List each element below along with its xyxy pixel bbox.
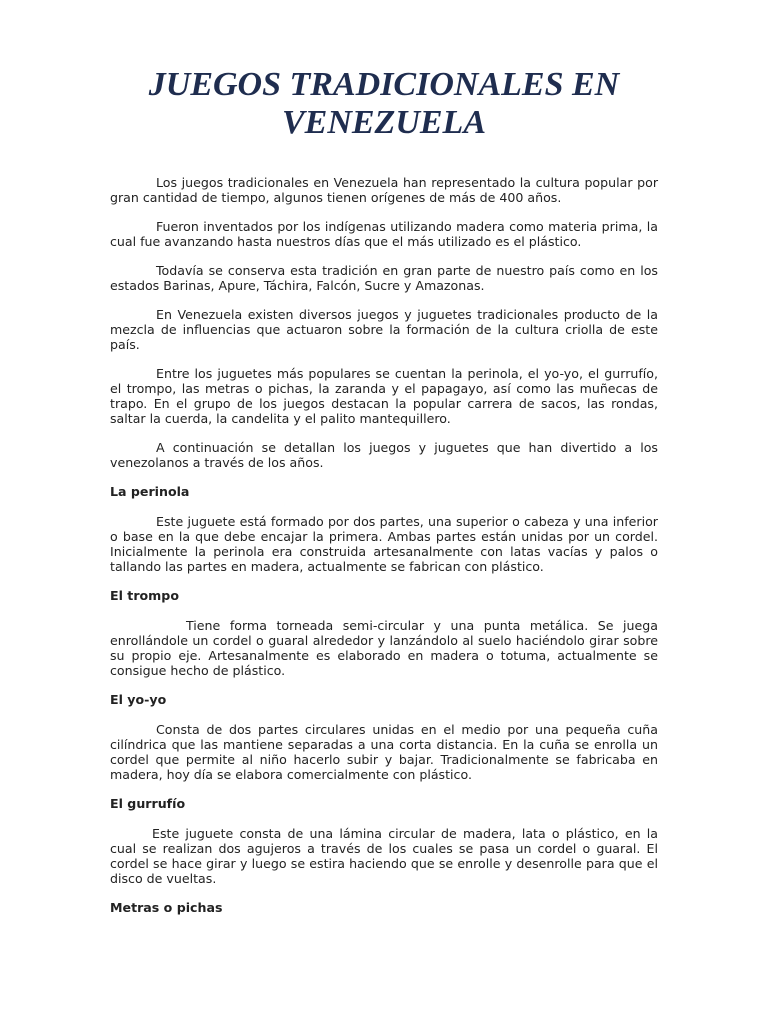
section-heading-trompo: El trompo — [110, 588, 179, 603]
section-text-trompo: Tiene forma torneada semi-circular y una punta metálica. Se juega enrollándole un cordel o guaral alrededor y lanzándolo al suelo haciéndolo girar sobre su propio eje. Artesanalmente es elaborado en madera o totuma, actualmente se consigue hecho de plástico. — [110, 618, 658, 678]
intro-paragraph-3: Todavía se conserva esta tradición en gran parte de nuestro país como en los estados Barinas, Apure, Táchira, Falcón, Sucre y Amazonas. — [110, 263, 658, 293]
intro-paragraph-4: En Venezuela existen diversos juegos y juguetes tradicionales producto de la mezcla de influencias que actuaron sobre la formación de la cultura criolla de este país. — [110, 307, 658, 352]
intro-paragraph-2: Fueron inventados por los indígenas utilizando madera como materia prima, la cual fue avanzando hasta nuestros días que el más utilizado es el plástico. — [110, 219, 658, 249]
intro-paragraph-5: Entre los juguetes más populares se cuentan la perinola, el yo-yo, el gurrufío, el trompo, las metras o pichas, la zaranda y el papagayo, así como las muñecas de trapo. En el grupo de los juegos destacan la popular carrera de sacos, las rondas, saltar la cuerda, la candelita y el palito mantequillero. — [110, 366, 658, 426]
section-text-yoyo: Consta de dos partes circulares unidas en el medio por una pequeña cuña cilíndrica que las mantiene separadas a una corta distancia. En la cuña se enrolla un cordel que permite al niño hacerlo subir y bajar. Tradicionalmente se fabricaba en madera, hoy día se elabora comercialmente con plástico. — [110, 722, 658, 782]
intro-paragraph-6: A continuación se detallan los juegos y juguetes que han divertido a los venezolanos a través de los años. — [110, 440, 658, 470]
section-heading-yoyo: El yo-yo — [110, 692, 167, 707]
section-text-perinola: Este juguete está formado por dos partes, una superior o cabeza y una inferior o base en la que debe encajar la primera. Ambas partes están unidas por un cordel. Inicialmente la perinola era construida artesanalmente con latas vacías y palos o tallando las partes en madera, actualmente se fabrican con plástico. — [110, 514, 658, 574]
section-heading-gurrufio: El gurrufío — [110, 796, 186, 811]
intro-paragraph-1: Los juegos tradicionales en Venezuela han representado la cultura popular por gran cantidad de tiempo, algunos tienen orígenes de más de 400 años. — [110, 175, 658, 205]
document-page — [110, 66, 658, 930]
section-text-gurrufio: Este juguete consta de una lámina circular de madera, lata o plástico, en la cual se realizan dos agujeros a través de los cuales se pasa un cordel o guaral. El cordel se hace girar y luego se estira haciendo que se enrolle y desenrolle para que el disco de vueltas. — [110, 826, 658, 886]
section-heading-metras: Metras o pichas — [110, 900, 223, 915]
section-heading-perinola: La perinola — [110, 484, 190, 499]
page-title: JUEGOS TRADICIONALES EN VENEZUELA — [148, 66, 620, 141]
